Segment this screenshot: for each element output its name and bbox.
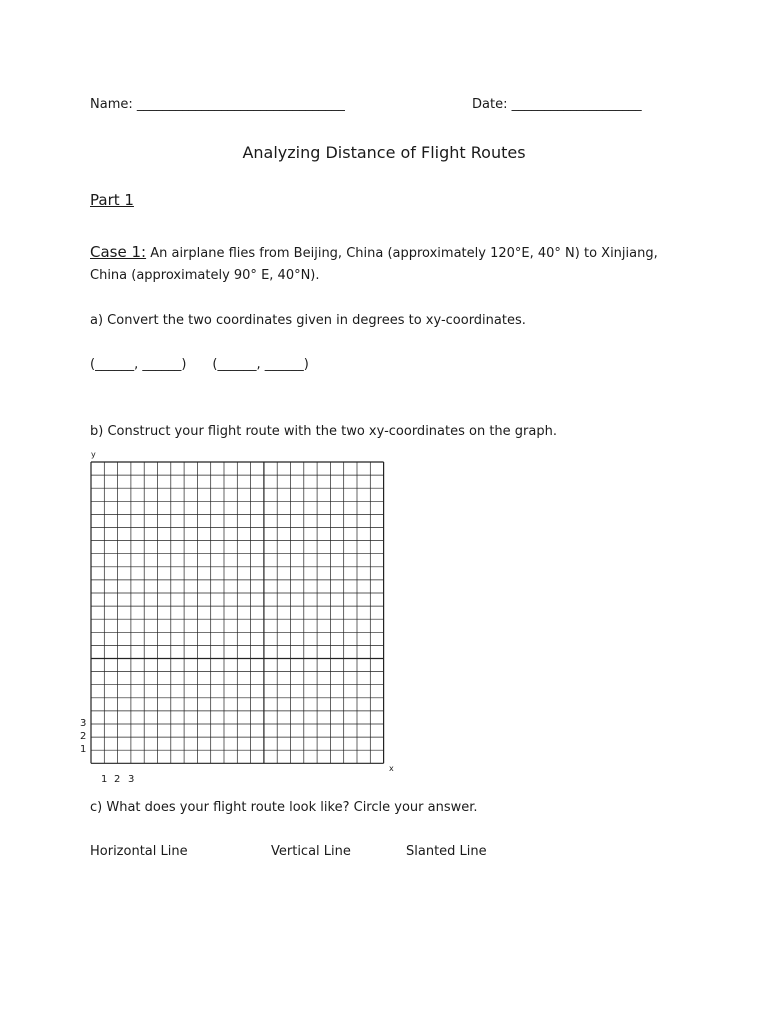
y-tick-label: 2 [80,731,87,742]
case-text-line1: An airplane flies from Beijing, China (approximately 120°E, 40° N) to Xinjiang, [146,246,658,261]
case-label: Case 1: [90,243,147,261]
x-tick-label: 2 [114,774,121,785]
name-field-label: Name: ________________________________ [90,97,345,112]
option-slanted-line[interactable]: Slanted Line [406,844,487,859]
y-tick-label: 1 [80,744,87,755]
grid-lines [91,462,384,763]
part-heading: Part 1 [90,191,134,209]
option-horizontal-line[interactable]: Horizontal Line [90,844,188,859]
question-c: c) What does your flight route look like? Circle your answer. [90,800,478,815]
coordinate-blank-1: (______, ______) [90,357,187,372]
date-field-label: Date: ____________________ [472,97,642,112]
question-a: a) Convert the two coordinates given in degrees to xy-coordinates. [90,313,526,328]
worksheet-title: Analyzing Distance of Flight Routes [242,143,526,162]
y-axis-label: y [91,450,96,459]
option-vertical-line[interactable]: Vertical Line [271,844,351,859]
case-text-line2: China (approximately 90° E, 40°N). [90,268,320,283]
x-tick-label: 3 [128,774,135,785]
question-b: b) Construct your flight route with the two xy-coordinates on the graph. [90,424,557,439]
x-axis-label: x [389,764,394,773]
x-tick-label: 1 [101,774,108,785]
coordinate-blank-2: (______, ______) [212,357,309,372]
y-tick-label: 3 [80,718,87,729]
